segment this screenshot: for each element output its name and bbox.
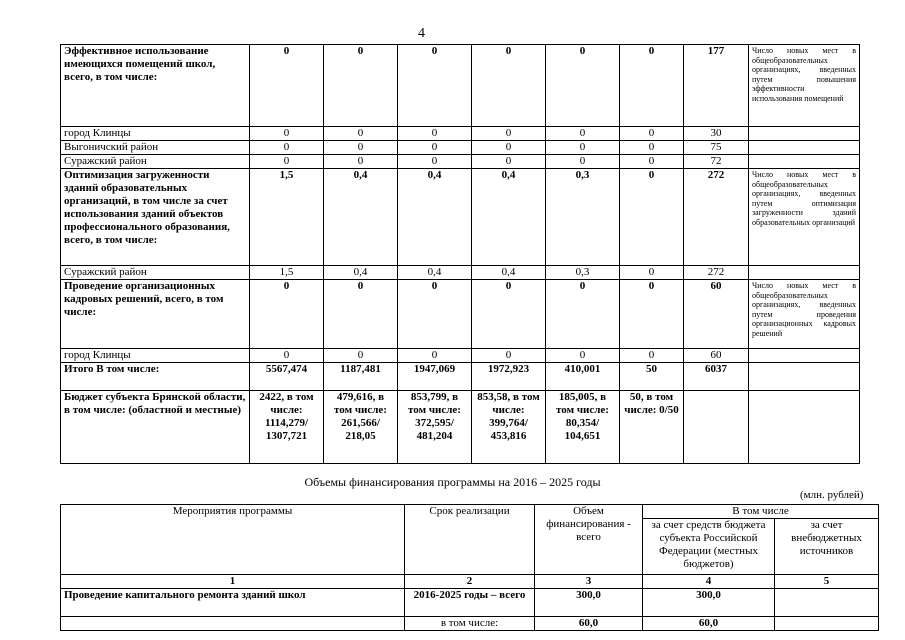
table-cell: 0: [620, 280, 684, 349]
offbudget-cell: [775, 589, 879, 617]
table-cell: 0: [620, 127, 684, 141]
table-cell: 0: [398, 280, 472, 349]
table-cell: 0: [398, 45, 472, 127]
table-row: [61, 280, 860, 349]
row-label: Оптимизация загруженности зданий образовательных организаций, в том числе за счет использования зданий объектов профессионального образования, всего, в том числе:: [61, 169, 250, 266]
table-cell: 0,4: [324, 266, 398, 280]
note-cell: [749, 349, 860, 363]
table-cell: 272: [684, 169, 749, 266]
table-row: [61, 617, 879, 631]
note-cell: [749, 266, 860, 280]
table-cell: 0: [250, 45, 324, 127]
table-cell: 0: [250, 349, 324, 363]
table-cell: 0: [620, 169, 684, 266]
note-cell: [749, 127, 860, 141]
table-cell: 0: [398, 155, 472, 169]
table-cell: 0: [472, 141, 546, 155]
table-cell: 1187,481: [324, 363, 398, 391]
table-cell: 1,5: [250, 266, 324, 280]
table-cell: 50, в том числе: 0/50: [620, 391, 684, 464]
table-cell: 0: [472, 280, 546, 349]
page-number: 4: [418, 26, 425, 41]
col-number: 3: [535, 575, 643, 589]
table-cell: 0: [324, 155, 398, 169]
row-label: Итого В том числе:: [61, 363, 250, 391]
table-cell: 0: [398, 141, 472, 155]
regional-cell: 300,0: [643, 589, 775, 617]
header-offbudget: за счет внебюджетных источников: [775, 519, 879, 575]
table-cell: 0,4: [472, 169, 546, 266]
table-cell: 0: [472, 45, 546, 127]
note-cell: Число новых мест в общеобразовательных организациях, введенных путем проведения организационных кадровых решений: [749, 280, 860, 349]
activity-cell: [61, 617, 405, 631]
note-cell: Число новых мест в общеобразовательных организациях, введенных путем оптимизация загруженности зданий образовательных организаций: [749, 169, 860, 266]
header-including: В том числе: [643, 505, 879, 519]
table-cell: 0: [324, 349, 398, 363]
note-cell: [749, 391, 860, 464]
program-indicators-table: [60, 44, 860, 464]
table-row: [61, 391, 860, 464]
section-heading: Объемы финансирования программы на 2016 – 2025 годы: [304, 475, 601, 489]
table-row: [61, 127, 860, 141]
note-cell: [749, 141, 860, 155]
note-cell: [749, 155, 860, 169]
table-cell: 0: [546, 127, 620, 141]
table-cell: 185,005, в том числе: 80,354/ 104,651: [546, 391, 620, 464]
col-number: 2: [405, 575, 535, 589]
row-label: Эффективное использование имеющихся помещений школ, всего, в том числе:: [61, 45, 250, 127]
table-cell: 0: [398, 127, 472, 141]
header-regional: за счет средств бюджета субъекта Российской Федерации (местных бюджетов): [643, 519, 775, 575]
units-label: (млн. рублей): [800, 489, 864, 501]
table-cell: 479,616, в том числе: 261,566/ 218,05: [324, 391, 398, 464]
table-cell: 6037: [684, 363, 749, 391]
table-row: [61, 589, 879, 617]
note-cell: [749, 363, 860, 391]
table-cell: 0: [620, 266, 684, 280]
row-label: Суражский район: [61, 155, 250, 169]
table-cell: 0: [324, 141, 398, 155]
table-cell: 0: [472, 127, 546, 141]
row-label: Проведение организационных кадровых решений, всего, в том числе:: [61, 280, 250, 349]
table-row: [61, 45, 860, 127]
table-cell: 5567,474: [250, 363, 324, 391]
table-cell: 0,4: [472, 266, 546, 280]
header-period: Срок реализации: [405, 505, 535, 575]
table-row: [61, 349, 860, 363]
table-cell: 0,4: [398, 266, 472, 280]
table-cell: 0,3: [546, 266, 620, 280]
table-row: [61, 266, 860, 280]
table-row: [61, 141, 860, 155]
table-cell: 72: [684, 155, 749, 169]
note-cell: Число новых мест в общеобразовательных организациях, введенных путем повышения эффективности использования помещений: [749, 45, 860, 127]
header-activities: Мероприятия программы: [61, 505, 405, 575]
table-cell: 2422, в том числе: 1114,279/ 1307,721: [250, 391, 324, 464]
col-number: 4: [643, 575, 775, 589]
table-cell: 0,4: [324, 169, 398, 266]
activity-cell: Проведение капитального ремонта зданий школ: [61, 589, 405, 617]
offbudget-cell: [775, 617, 879, 631]
table-cell: 1972,923: [472, 363, 546, 391]
financing-table: [60, 504, 879, 631]
table-cell: 0: [250, 155, 324, 169]
period-cell: в том числе:: [405, 617, 535, 631]
table-cell: 60: [684, 280, 749, 349]
table-cell: [684, 391, 749, 464]
row-label: город Клинцы: [61, 349, 250, 363]
table-cell: 0: [472, 349, 546, 363]
table-cell: 1,5: [250, 169, 324, 266]
table-cell: 853,799, в том числе: 372,595/ 481,204: [398, 391, 472, 464]
table-cell: 0,3: [546, 169, 620, 266]
table-cell: 0,4: [398, 169, 472, 266]
column-number-row: [61, 575, 879, 589]
table-cell: 0: [324, 45, 398, 127]
regional-cell: 60,0: [643, 617, 775, 631]
table-cell: 272: [684, 266, 749, 280]
table-cell: 0: [324, 127, 398, 141]
table-cell: 853,58, в том числе: 399,764/ 453,816: [472, 391, 546, 464]
table-cell: 0: [620, 45, 684, 127]
table-cell: 0: [620, 349, 684, 363]
row-label: город Клинцы: [61, 127, 250, 141]
table-header-row: [61, 505, 879, 519]
table-cell: 0: [250, 141, 324, 155]
row-label: Выгоничский район: [61, 141, 250, 155]
table-cell: 0: [620, 141, 684, 155]
table-cell: 0: [546, 141, 620, 155]
header-volume: Объем финансирования - всего: [535, 505, 643, 575]
table-cell: 0: [250, 127, 324, 141]
volume-cell: 300,0: [535, 589, 643, 617]
table-cell: 0: [546, 280, 620, 349]
table-cell: 0: [250, 280, 324, 349]
table-cell: 410,001: [546, 363, 620, 391]
table-cell: 50: [620, 363, 684, 391]
table-cell: 177: [684, 45, 749, 127]
volume-cell: 60,0: [535, 617, 643, 631]
table-cell: 0: [620, 155, 684, 169]
table-cell: 30: [684, 127, 749, 141]
table-cell: 0: [324, 280, 398, 349]
table-cell: 0: [546, 45, 620, 127]
row-label: Бюджет субъекта Брянской области, в том числе: (областной и местные): [61, 391, 250, 464]
table-cell: 75: [684, 141, 749, 155]
table-cell: 1947,069: [398, 363, 472, 391]
col-number: 1: [61, 575, 405, 589]
period-cell: 2016-2025 годы – всего: [405, 589, 535, 617]
table-cell: 0: [398, 349, 472, 363]
table-row: [61, 169, 860, 266]
table-cell: 60: [684, 349, 749, 363]
table-row: [61, 155, 860, 169]
table-cell: 0: [472, 155, 546, 169]
row-label: Суражский район: [61, 266, 250, 280]
table-cell: 0: [546, 155, 620, 169]
table-cell: 0: [546, 349, 620, 363]
table-row: [61, 363, 860, 391]
col-number: 5: [775, 575, 879, 589]
